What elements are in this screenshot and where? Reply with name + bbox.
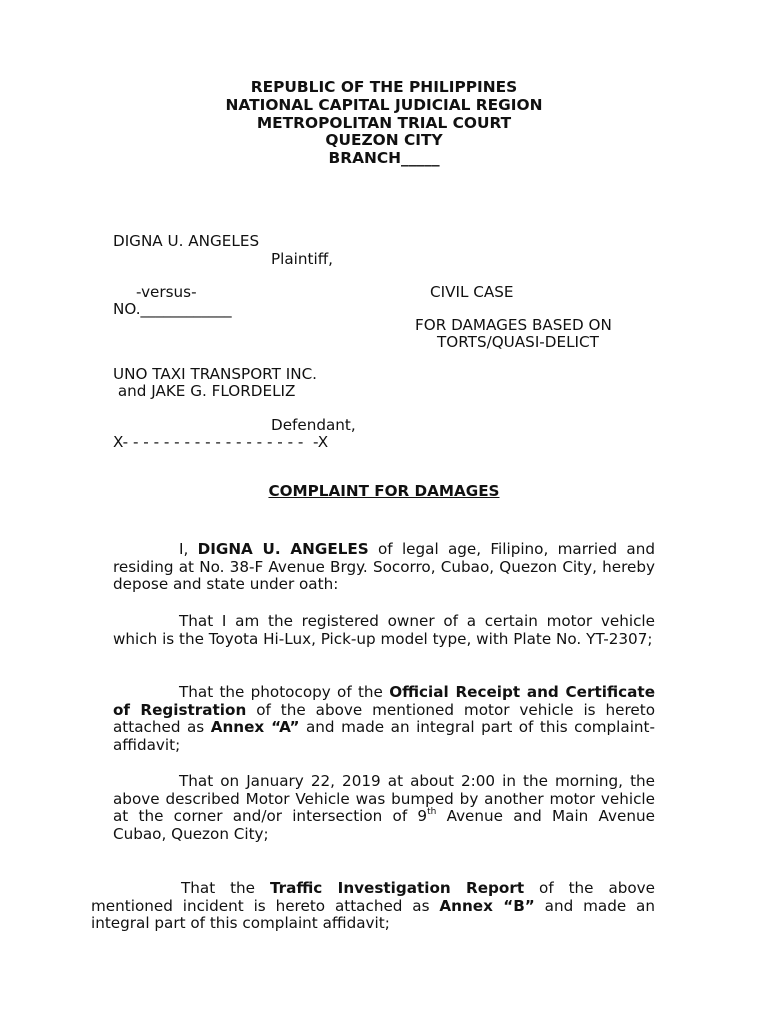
paragraph-ownership: That I am the registered owner of a certain motor vehicle which is the Toyota Hi-Lux, Pick-up model type, with Plate No. YT-2307; [113, 612, 655, 648]
plaintiff-name: DIGNA U. ANGELES [113, 232, 260, 250]
civil-case-label: CIVIL CASE [430, 283, 514, 301]
paragraph-annex-a: That the photocopy of the Official Receipt and Certificate of Registration of the above mentioned motor vehicle is hereto attached as Annex “A” and made an integral part of this complaint-affidavit; [113, 683, 655, 754]
defendant-name-2: and JAKE G. FLORDELIZ [113, 382, 296, 400]
versus-label: -versus- [136, 283, 197, 301]
plaintiff-label: Plaintiff, [271, 250, 333, 268]
caption-separator: X- - - - - - - - - - - - - - - - - - -X [113, 433, 329, 451]
or-cr-reference: Official Receipt and Certificate of Registration [113, 683, 655, 719]
header-court: METROPOLITAN TRIAL COURT [256, 114, 512, 132]
header-region: NATIONAL CAPITAL JUDICIAL REGION [225, 96, 543, 114]
header-city: QUEZON CITY [325, 131, 443, 149]
defendant-label: Defendant, [271, 416, 356, 434]
affiant-name: DIGNA U. ANGELES [197, 540, 369, 558]
paragraph-affiant: I, DIGNA U. ANGELES of legal age, Filipino, married and residing at No. 38-F Avenue Brgy. Socorro, Cubao, Quezon City, hereby depose and state under oath: [113, 540, 655, 593]
ordinal-suffix: th [427, 806, 437, 817]
annex-a-reference: Annex “A” [210, 718, 300, 736]
header-branch: BRANCH_____ [328, 149, 440, 167]
case-nature-line2: TORTS/QUASI-DELICT [437, 333, 599, 351]
case-nature-line1: FOR DAMAGES BASED ON [415, 316, 612, 334]
header-republic: REPUBLIC OF THE PHILIPPINES [250, 78, 518, 96]
case-number: NO.____________ [113, 300, 232, 318]
document-title: COMPLAINT FOR DAMAGES [268, 482, 500, 500]
paragraph-incident: That on January 22, 2019 at about 2:00 in the morning, the above described Motor Vehicle was bumped by another motor vehicle at the corner and/or intersection of 9th Avenue and Main Avenue Cubao, Quezon City; [113, 772, 655, 843]
defendant-name: UNO TAXI TRANSPORT INC. [113, 365, 317, 383]
annex-b-reference: Annex “B” [439, 896, 535, 915]
paragraph-annex-b: That the Traffic Investigation Report of the above mentioned incident is hereto attached as Annex “B” and made an integral part of this complaint affidavit; [91, 879, 656, 932]
traffic-report-reference: Traffic Investigation Report [269, 879, 525, 897]
